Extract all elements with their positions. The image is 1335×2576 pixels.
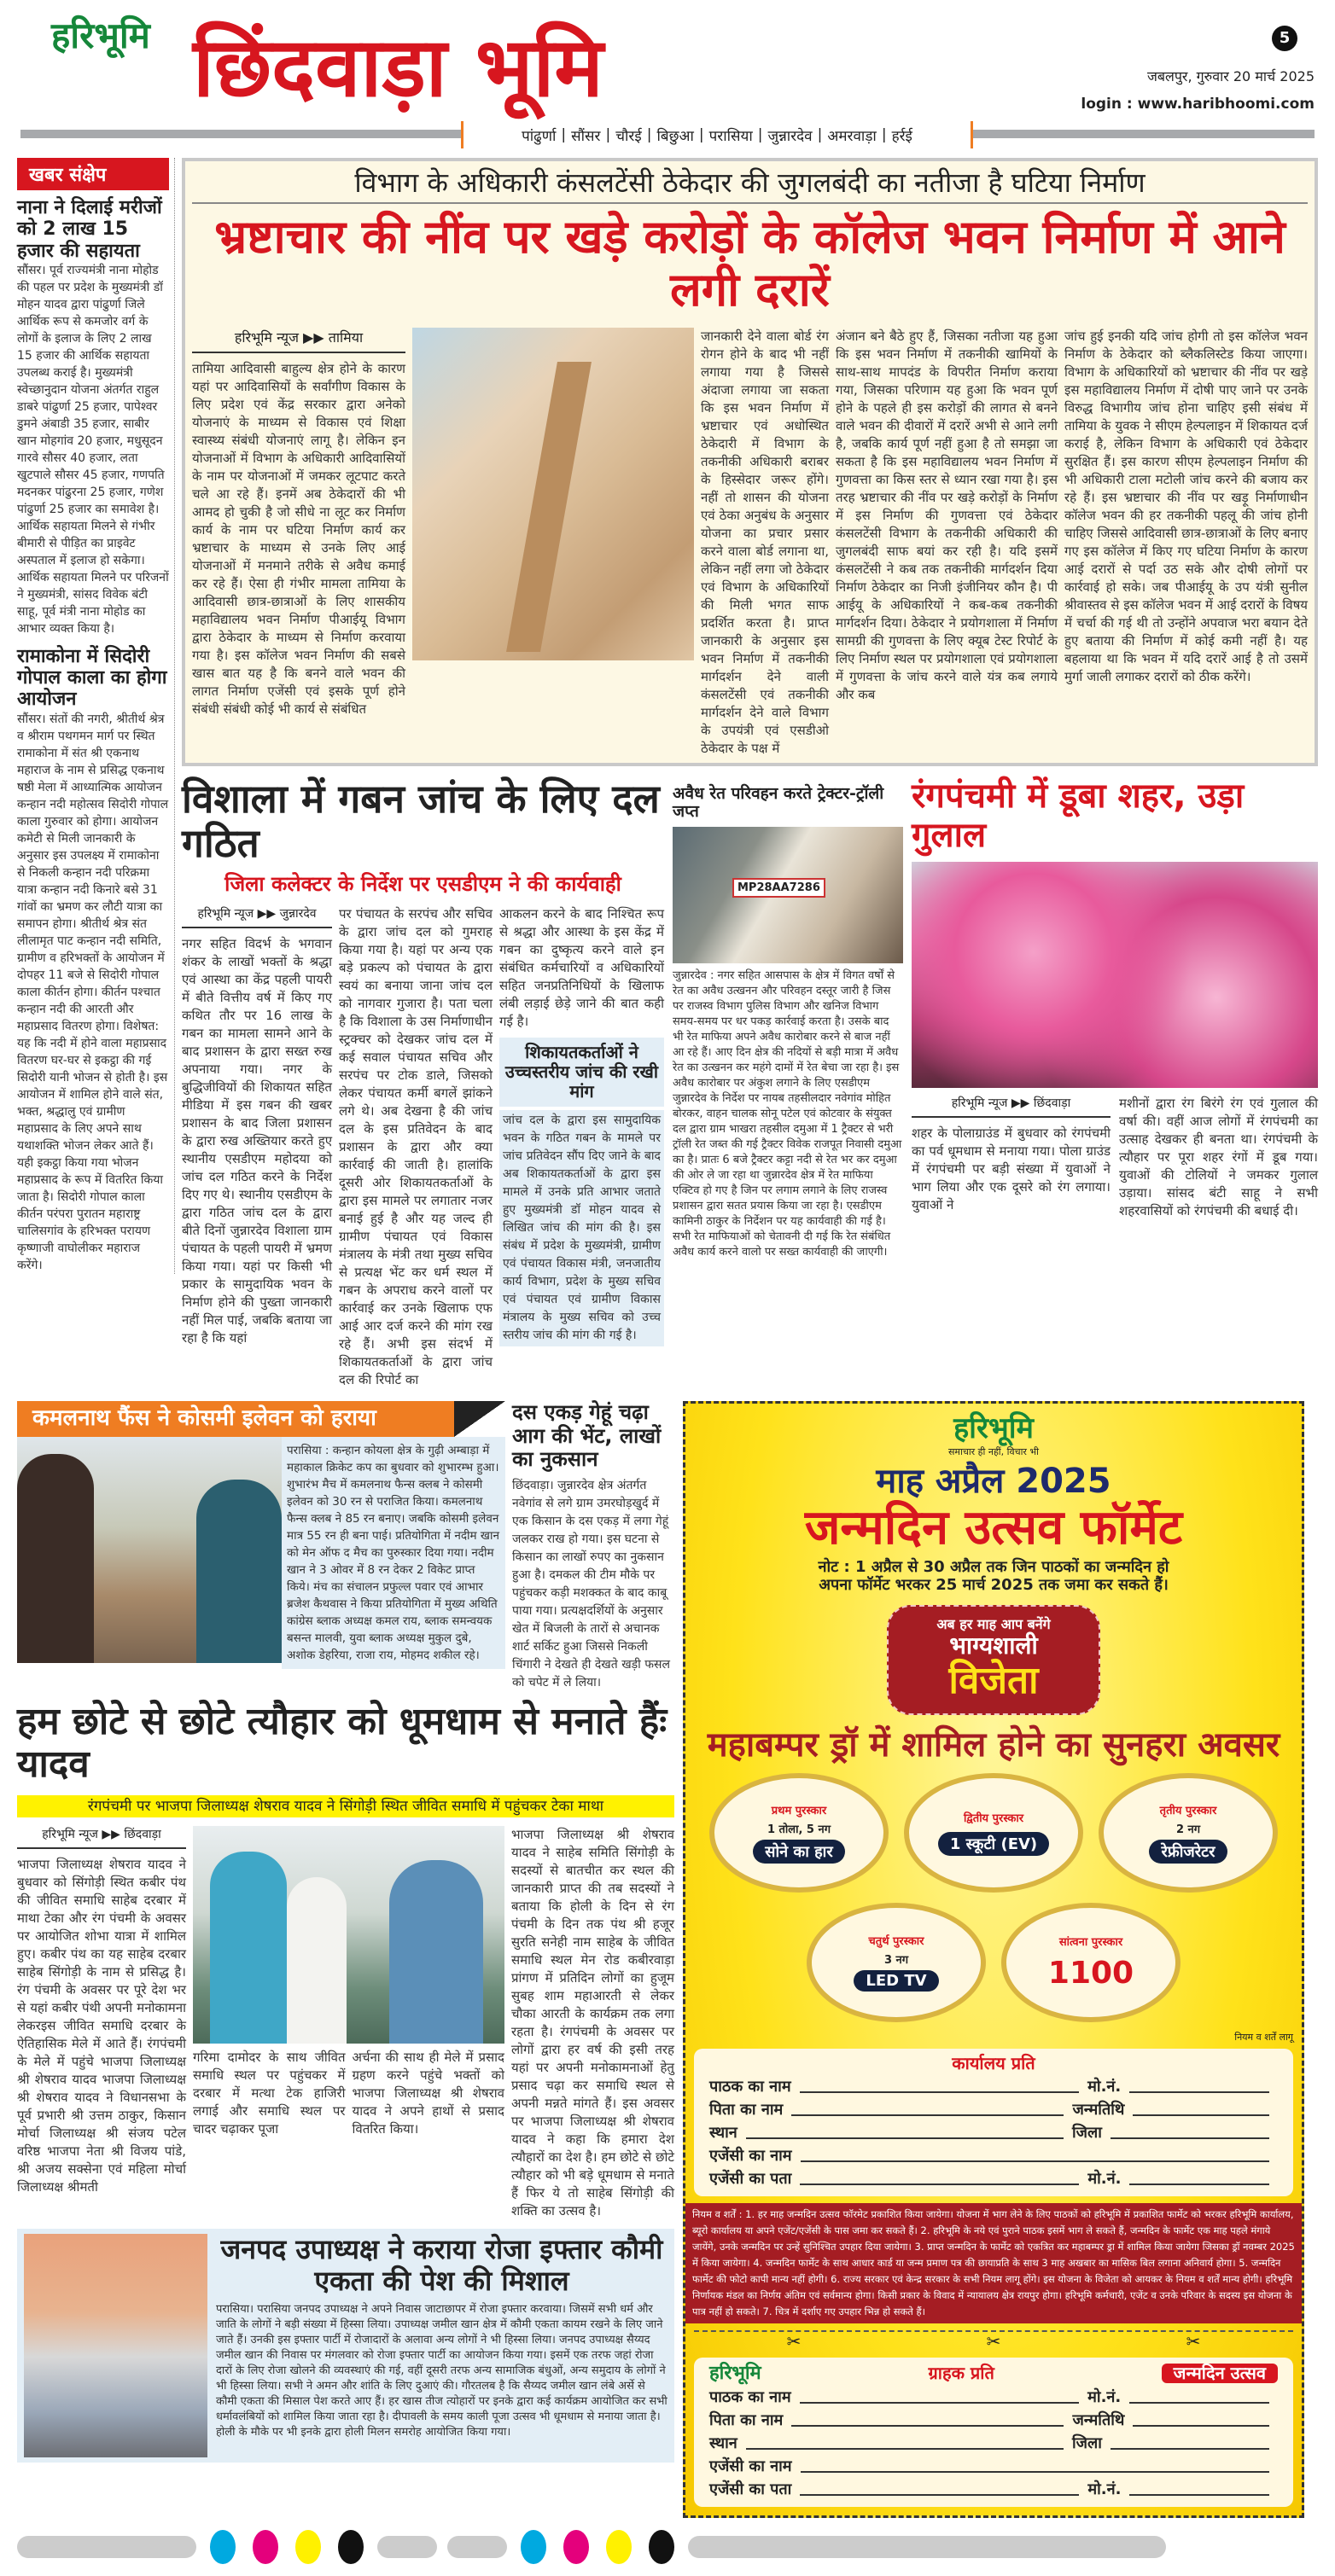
agency-address-label: एजेंसी का पता [709, 2480, 792, 2499]
ad-note: अपना फॉर्मेट भरकर 25 मार्च 2025 तक जमा कर सकते हैं। [819, 1576, 1169, 1595]
mobile-field[interactable] [1129, 2091, 1269, 2093]
yadav-byline: हरिभूमि न्यूज ▶▶ छिंदवाड़ा [17, 1826, 186, 1849]
place-field[interactable] [746, 2137, 1064, 2139]
lead-byline: हरिभूमि न्यूज ▶▶ तामिया [192, 328, 405, 353]
mobile-label: मो.नं. [1087, 2077, 1122, 2096]
black-mark [338, 2530, 364, 2564]
vishala-col-3 [499, 905, 664, 1346]
dob-label: जन्मतिथि [1072, 2100, 1125, 2119]
prize-rank: द्वितीय पुरस्कार [963, 1811, 1024, 1825]
banner-arrow [454, 1401, 505, 1437]
yadav-photo [193, 1826, 504, 2044]
news-brief-tag: खबर संक्षेप [17, 158, 169, 190]
vishala-col-2: पर पंचायत के सरपंच और सचिव के द्वारा जांच दल को गुमराह किया गया है। यहां पर अन्य एक बड़े प्रकल्प को पंचायत के द्वारा स्वयं का बनाया जाना जांच दल को नागवार गुजारा है। पता चला है कि विशाला के उस निर्माणाधीन स्ट्रक्चर को देखकर जांच दल में कई सवाल पंचायत सचिव और सरपंच पर टोक डाले, जिसको लेकर पंचायत कर्मी बगलें झांकने लगे थे। अब देखना है की जांच दल के इस प्रतिवेदन के बाद प्रशासन के द्वारा और क्या कार्रवाई की जाती है। हालांकि दूसरी ओर शिकायतकर्ताओं के द्वारा इस मामले पर लगातार नजर बनाई हुई है और यह जल्द ही ग्रामीण पंचायत एवं विकास मंत्रालय के मंत्री तथा मुख्य सचिव से प्रत्यक्ष भेंट कर धर्म स्थल में गबन के अपराध करने वालों पर कार्रवाई कर उनके खिलाफ एफ आई आर दर्ज करने की मांग रख रहे हैं। अभी इस संदर्भ में शिकायतकर्ताओं के द्वारा जांच दल की रिपोर्ट का [339, 905, 493, 1387]
sand-headline: अवैध रेत परिवहन करते ट्रेक्टर-ट्रॉली जप्त [673, 783, 884, 822]
city-link[interactable]: परासिया [708, 127, 753, 145]
lead-kicker: विभाग के अधिकारी कंसलटेंसी ठेकेदार की जुगलबंदी का नतीजा है घटिया निर्माण [192, 166, 1308, 204]
conditions-apply: नियम व शर्तें लागू [1234, 2031, 1293, 2043]
reader-name-field[interactable] [800, 2091, 1080, 2093]
rangpanchami-photo [912, 862, 1318, 1088]
city-separator: | [605, 126, 611, 143]
city-separator: | [757, 126, 763, 143]
prize-badge [709, 1773, 889, 1893]
cut-line [694, 2330, 1293, 2351]
vishala-col-1: नगर सहित विदर्भ के भगवान शंकर के लाखों भक्तों के श्रद्धा एवं आस्था का केंद्र पहली पायरी में बीते वित्तीय वर्ष में किए गए कथित तौर पर 16 लाख के गबन का मामला सामने आने के बाद प्रशासन के द्वारा सख्त रुख अपनाया गया। नगर के बुद्धिजीवियों की शिकायत सहित मीडिया में इस गबन की खबर प्रशासन के बाद जिला प्रशासन के द्वारा रुख अख्तियार करते हुए स्थानीय एसडीएम महोदया को जांच दल गठित करने के निर्देश दिए गए थे। स्थानीय एसडीएम के द्वारा गठित जांच दल के द्वारा बीते दिनों जुन्नारदेव विशाला ग्राम पंचायत के पहली पायरी में भ्रमण किया गया। यहां पर किसी भी प्रकार के सामुदायिक भवन के निर्माण होने की पुख्ता जानकारी नहीं मिल पाई, जबकि बताया जा रहा है कि यहां [182, 935, 332, 1346]
brief-story-text: सौंसर। पूर्व राज्यमंत्री नाना मोहोड की पहल पर प्रदेश के मुख्यमंत्री डॉ मोहन यादव द्वारा पांढुर्णा जिले आर्थिक रूप से कमजोर वर्ग के लोगों के इलाज के लिए 2 लाख 15 हजार की आर्थिक सहायता उपलब्ध कराई है। मुख्यमंत्री स्वेच्छानुदान योजना अंतर्गत राहुल डाबरे पांढुर्णा 25 हजार, पापेश्वर डुमने अंबाडी 35 हजार, साबीर खान मोहगांव 20 हजार, मधुसूदन गारवे सौसर 40 हजार, लता खुटपाले सौसर 45 हजार, गणपति मदनकर पांढुरना 25 हजार, गणेश पांढुर्णा 25 हजार का समावेश है। आर्थिक सहायता मिलने से गंभीर बीमारी से पीड़ित का प्राइवेट अस्पताल में इलाज हो सकेगा। आर्थिक सहायता मिलने पर परिजनों ने मुख्यमंत्री, सांसद विवेक बंटी साहू, पूर्व मंत्री नाना मोहोड का आभार व्यक्त किया है। [17, 263, 169, 636]
dob-field[interactable] [1133, 2425, 1269, 2427]
rangpanchami-col-2: मशीनों द्वारा रंग बिरंगे रंग एवं गुलाल की वर्षा की। वहीं आज लोगों में रंगपंचमी का उत्साह देखकर ही बनता था। रंगपंचमी के त्यौहार पर पूरा शहर रंगों में डूब गया। युवाओं की टोलियों ने जमकर गुलाल उड़ाया। सांसद बंटी साहू ने सभी शहरवासियों को रंगपंचमी की बधाई दी। [1119, 1095, 1318, 1218]
prize-name: रेफ्रीजरेटर [1149, 1840, 1227, 1864]
mobile-label: मो.नं. [1087, 2480, 1122, 2499]
brief-story-title: नाना ने दिलाई मरीजों को 2 लाख 15 हजार की सहायता [17, 197, 162, 262]
yellow-mark [606, 2530, 632, 2564]
yadav-col-3: अर्चना की साथ ही मेले में प्रसाद ग्रहण करने पहुंचे भक्तों को भाजपा जिलाध्यक्ष श्री शेषराव यादव ने अपने हाथों से प्रसाद वितरित किया। [352, 2049, 504, 2137]
rangpanchami-headline: रंगपंचमी में डूबा शहर, उड़ा गुलाल [912, 776, 1245, 855]
main-area [182, 158, 1318, 1389]
magenta-mark [253, 2530, 278, 2564]
terms-and-conditions: नियम व शर्तें : 1. हर माह जन्मदिन उत्सव फॉरमेट प्रकाशित किया जायेगा। योजना में भाग लेने के लिए पाठकों को हरिभूमि में प्रकाशित फार्मेट को भरकर हरिभूमि कार्यालय, ब्यूरो कार्यालय या अपने एजेंट/एजेंसी के पास जमा कर सकते हैं। 2. हरिभूमि के नये एवं पुराने पाठक इसमें भाग ले सकते हैं, जन्मदिन के फार्मेट एक माह पहले मंगाये जायेंगे, उनके जन्मदिन पर उन्हें सुनिश्चित उपहार दिया जायेगा। 3. प्राप्त जन्मदिन के फार्मेट को एकत्रित कर महाबम्पर ड्रा में शामिल किया जायेगा जिसका ड्रॉ नवम्बर 2025 में किया जायेगा। 4. जन्मदिन फार्मेट के साथ आधार कार्ड या जन्म प्रमाण पत्र की छायाप्रति के साथ 3 माह अखबार का मासिक बिल लगाना अनिवार्य होगा। 5. जन्मदिन फार्मेट की फोटो कापी मान्य नहीं होगी। 6. राज्य सरकार एवं केन्द्र सरकार के सभी नियम लागू होंगे। इस योजना के विजेता को आयकर के नियम व शर्तें मान्य होगी। हरिभूमि निर्णायक मंडल का निर्णय अंतिम एवं सर्वमान्य होगा। किसी प्रकार के विवाद में न्यायालय क्षेत्र रायपुर होगा। हरिभूमि कर्मचारी, एजेंट व उनके परिवार के सदस्य इस योजना के पात्र नहीं हो सकते। 7. चित्र में दर्शाए गए उपहार भिन्न हो सकते हैं। [685, 2203, 1302, 2323]
brief-story-title: रामाकोना में सिदोरी गोपाल काला का होगा आयोजन [17, 645, 167, 711]
prize-rank: प्रथम पुरस्कार [771, 1804, 827, 1817]
rangpanchami-byline: हरिभूमि न्यूज ▶▶ छिंदवाड़ा [912, 1095, 1111, 1118]
yadav-col-1: भाजपा जिलाध्यक्ष शेषराव यादव ने बुधवार को सिंगोड़ी स्थित कबीर पंथ की जीवित समाधि साहेब दरबार में माथा टेका और रंग पंचमी के अवसर पर आयोजित शोभा यात्रा में शामिल हुए। कबीर पंथ का यह साहेब दरबार साहेब सिंगोड़ी के नाम से प्रसिद्ध है। रंग पंचमी के अवसर पर पूरे देश भर से यहां कबीर पंथी अपनी मनोकामना लेकरइस जीवित समाधि दरबार के ऐतिहासिक मेले में आते हैं। रंगपंचमी के मेले में पहुंचे भाजपा जिलाध्यक्ष श्री शेषराव यादव भाजपा जिलाध्यक्ष श्री शेषराव यादव ने विधानसभा के पूर्व प्रभारी श्री उत्तम ठाकुर, किसान मोर्चा जिलाध्यक्ष श्री संजय पटेल वरिष्ठ भाजपा नेता श्री विजय पांडे, श्री अजय सक्सेना एवं महिला मोर्चा जिलाध्यक्ष श्रीमती [17, 1856, 186, 2195]
city-link[interactable]: अमरवाड़ा [827, 127, 877, 145]
lead-story [182, 158, 1318, 766]
ad-bumper-draw: महाबम्पर ड्रॉ में शामिल होने का सुनहरा अवसर [707, 1724, 1280, 1765]
city-list [461, 121, 973, 148]
prize-badge [807, 1903, 986, 2022]
iftar-text: परासिया। परासिया जनपद उपाध्यक्ष ने अपने निवास जाटाछापर में रोजा इफ्तार करवाया। जिसमें सभी धर्म और जाति के लोगों ने बड़ी संख्या में हिस्सा लिया। उपाध्यक्ष जमील खान क्षेत्र में कौमी एकता कायम रखने के लिए जाने जाते हैं। उनकी इस इफ्तार पार्टी में रोजादारों के अलावा अन्य लोगों ने भी हिस्सा लिया। जनपद उपाध्यक्ष सैय्यद जमील खान की निवास पर मंगलवार को रोजा इफ्तार पार्टी का आयोजन किया गया। इसमें एक तरफ जहां रोजा दारों के लिए रोजा खोलने की व्यवस्थाएं की गई, वहीं दूसरी तरफ अन्य सामाजिक बंधुओं, अन्य समुदाय के लोगों ने भी हिस्सा लिया। सभी ने अमन और शांति के लिए दुआएं की। गौरतलब है कि सैय्यद जमील खान लंबे अर्से से कौमी एकता की मिसाल पेश करते आए हैं। हर खास तीज त्योहारों पर इनके द्वारा कई कार्यक्रम आयोजित कर सभी धर्मावलंबियों को शामिल किया जाता रहा है। दीपावली के समय काली पूजा उत्सव भी धूमधाम से मनाया जाता है। होली के मौके पर भी इनके द्वारा होली मिलन समरोह आयोजित किया गया। [216, 2302, 668, 2439]
ad-title: जन्मदिन उत्सव फॉर्मेट [804, 1500, 1183, 1556]
prize-name: LED TV [854, 1970, 938, 1992]
iftar-photo [24, 2234, 207, 2457]
website-login[interactable]: login : www.haribhoomi.com [1081, 96, 1315, 113]
fire-headline: दस एकड़ गेहूं चढ़ा आग की भेंट, लाखों का नुकसान [512, 1399, 662, 1472]
iftar-headline: जनपद उपाध्यक्ष ने कराया रोजा इफ्तार कौमी एकता की पेश की मिशाल [220, 2232, 663, 2297]
mobile-field[interactable] [1129, 2183, 1269, 2185]
yadav-col-2: गरिमा दामोदर के साथ जीवित समाधि स्थल पर पहुंचकर में दरबार में मत्था टेक हाजिरी लगाई और समाधि स्थल पर चादर चढ़ाकर पूजा [193, 2049, 346, 2137]
bottom-left-stories [17, 1401, 674, 2463]
ad-month: माह अप्रैल 2025 [876, 1462, 1111, 1502]
district-field[interactable] [1111, 2137, 1269, 2139]
vishala-col-3-text: जांच दल के द्वारा इस सामुदायिक भवन के गठित गबन के मामले पर जांच प्रतिवेदन सौंप दिए जाने के बाद अब शिकायतकर्ताओं के द्वारा इस मामले में उनके प्रति आभार जताते हुए मुख्यमंत्री डॉ मोहन यादव से लिखित जांच की मांग की है। इस संबंध में प्रदेश के मुख्यमंत्री, ग्रामीण एवं पंचायत विकास मंत्री, जनजातीय कार्य विभाग, प्रदेश के मुख्य सचिव एवं पंचायत एवं ग्रामीण विकास मंत्रालय के मुख्य सचिव को उच्च स्तरीय जांच की मांग की गई है। [499, 1110, 664, 1346]
lead-col-3: अंजान बने बैठे हुए हैं, जिसका नतीजा यह हुआ कि इस भवन निर्माण में तकनीकी खामियों के साथ-साथ मापदंड के विपरीत निर्माण कराया गया, जिसका परिणाम यह हुआ कि भवन पूर्ण होने के पहले ही इस करोड़ों की लागत से बनने वाले भवन की दीवारों में दरारें अभी से आने लगी है, जबकि कार्य पूर्ण नहीं हुआ है तो समझा जा सकता है कि इस महाविद्यालय भवन निर्माण में गुणवत्ता का किस स्तर से ध्यान रखा गया है। इस तरह भ्रष्टाचार की नींव पर खड़े करोड़ों के निर्माण में इस निर्माण की गुणवत्ता एवं ठेकेदार कंसलटेंसी विभाग के तकनीकी अधिकारी की जुगलबंदी साफ बयां कर रही है। यदि इसमें कंसलटेंसी ने कब तक तकनीकी मार्गदर्शन दिया निर्माण ठेकेदार का निजी इंजीनियर कौन है। पी आईयू के अधिकारियों ने कब-कब तकनीकी मार्गदर्शन दिया। ठेकेदार ने प्रयोगशाला में निर्माण सामग्री की गुणवत्ता के लिए क्यूब टेस्ट रिपोर्ट के लिए निर्माण स्थल पर प्रयोगशाला एवं प्रयोगशाला में गुणवत्ता के जांच करने वाले यंत्र कब लगाये और कब [836, 328, 1058, 702]
agency-name-field[interactable] [801, 2471, 1269, 2473]
rangpanchami-story [912, 776, 1318, 1220]
city-separator: | [646, 126, 652, 143]
district-label: जिला [1072, 2123, 1102, 2142]
prize-list [694, 1773, 1293, 2022]
ad-tagline: समाचार ही नहीं, विचार भी [947, 1446, 1040, 1458]
customer-copy-form [694, 2358, 1293, 2507]
magenta-mark [563, 2530, 589, 2564]
city-link[interactable]: हर्रई [891, 127, 912, 145]
city-link[interactable]: चौरई [615, 127, 642, 145]
place-label: स्थान [709, 2123, 737, 2142]
city-link[interactable]: सौंसर [571, 127, 601, 145]
yadav-story [17, 1826, 674, 2220]
office-copy-title: कार्यालय प्रति [952, 2052, 1035, 2073]
scissors-icon: ✂ [1186, 2330, 1201, 2352]
mobile-label: मो.नं. [1087, 2169, 1122, 2188]
city-separator: | [561, 126, 567, 143]
badge-line: विजेता [948, 1659, 1039, 1703]
page-number: 5 [1272, 26, 1297, 51]
city-link[interactable]: बिछुआ [656, 127, 694, 145]
black-mark [649, 2530, 674, 2564]
edition-date: जबलपुर, गुरुवार 20 मार्च 2025 [1146, 68, 1315, 84]
vishala-byline: हरिभूमि न्यूज ▶▶ जुन्नारदेव [182, 905, 332, 928]
prize-rank: चतुर्थ पुरस्कार [868, 1935, 924, 1949]
cricket-story [17, 1401, 505, 1669]
rangpanchami-col-1: शहर के पोलाग्राउंड में बुधवार को रंगपंचमी का पर्व धूमधाम से मनाया गया। पोला ग्राउंड में रंगपंचमी पर बड़ी संख्या में युवाओं ने भाग लिया और एक दूसरे को रंग लगाया। युवाओं ने [912, 1125, 1111, 1212]
city-link[interactable]: पांढुर्णा [522, 127, 557, 145]
birthday-contest-ad [683, 1401, 1304, 2518]
ad-logo: हरिभूमि [953, 1410, 1034, 1445]
agency-address-field[interactable] [800, 2183, 1079, 2185]
lead-headline: भ्रष्टाचार की नींव पर खड़े करोड़ों के कॉलेज भवन निर्माण में आने लगी दरारें [214, 210, 1285, 317]
city-separator: | [881, 126, 887, 143]
prize-name: 1100 [1047, 1956, 1134, 1992]
badge-line: भाग्यशाली [949, 1631, 1038, 1660]
prize-badge [1099, 1773, 1278, 1893]
lead-col-2: जानकारी देने वाला बोर्ड रंग रोगन होने के बाद भी नहीं लगाया गया है जिससे अंदाजा लगाया जा सकता कि इस भवन निर्माण में भ्रष्टाचार एवं अधोस्थित ठेकेदारी में विभाग के तकनीकी अधिकारी बराबर के हिस्सेदार जरूर होंगे। नहीं तो शासन की योजना एवं ठेका अनुबंध के अनुसार योजना का प्रचार प्रसार करने वाला बोर्ड लगाना था, लेकिन नहीं लगा जो ठेकेदार एवं विभाग के अधिकारियों की मिली भगत साफ प्रदर्शित करता है। प्राप्त जानकारी के अनुसार इस भवन निर्माण में तकनीकी मार्गदर्शन देने वाली कंसलटेंसी एवं तकनीकी मार्गदर्शन देने वाले विभाग के उपयंत्री एवं एसडीओ ठेकेदार के पक्ष में [701, 328, 829, 756]
bottom-section [0, 1389, 1335, 2518]
vishala-subhead: जिला कलेक्टर के निर्देश पर एसडीएम ने की कार्यवाही [224, 872, 621, 897]
reader-name-label: पाठक का नाम [709, 2388, 791, 2407]
vishala-col-3-text: आकलन करने के बाद निश्चित रूप से श्रद्धा और आस्था के इस केंद्र में गबन का दुष्कृत्य करने वाले इन संबंधित कर्मचारियों व अधिकारियों सहित जनप्रतिनिधियों के खिलाफ लंबी लड़ाई छेड़े जाने की बात कही गई है। [499, 905, 664, 1029]
prize-rank: तृतीय पुरस्कार [1159, 1804, 1217, 1817]
edition-title: छिंदवाड़ा भूमि [193, 20, 603, 115]
district-label: जिला [1072, 2434, 1102, 2453]
form-logo: हरिभूमि [709, 2362, 761, 2384]
ad-note: नोट : 1 अप्रैल से 30 अप्रैल तक जिन पाठकों का जन्मदिन हो [818, 1558, 1169, 1577]
lead-col-4: जांच हुई इनकी यदि जांच होगी तो इस कॉलेज भवन निर्माण के ठेकेदार को ब्लैकलिस्टेड किया जाएगा। विभाग के अधिकारियों को भ्रष्टाचार की नींव पर खड़े इस महाविद्यालय निर्माण में दोषी पाए जाने पर उनके विरुद्ध विभागीय जांच होना चाहिए इसी संबंध में तामिया के युवक ने सीएम हेल्पलाइन में शिकायत दर्ज कराई है, लेकिन विभाग के अधिकारी एवं ठेकेदार सुरक्षित हैं। इस कारण सीएम हेल्पलाइन निर्माण की भी अधिकारी टाला मटोली जांच करने की बजाय कर रहे हैं। इस भ्रष्टाचार की नींव पर खड़ू निर्माणाधीन कॉलेज भवन की हर तकनीकी पहलू की जांच होनी चाहिए जिससे आदिवासी छात्र-छात्राओं के लिए बनाए गए इस कॉलेज में किए गए घटिया निर्माण के कारण आई दरारों से पर्दा उठ सके और दोषी लोगों पर कार्रवाई हो सके। जब पीआईयू के उप यंत्री सुनील श्रीवास्तव से इस कॉलेज भवन में आई दरारों के विषय में चर्चा की गई थी तो उन्होंने अपवाज भरा बयान देते हुए बताया की निर्माण में कोई कमी नहीं है। यह बहलाया था कि भवन में यदि दरारें आई है तो उसमें मुर्गा जाली लगाकर दरारों को ठीक करेंगे। [1064, 328, 1308, 684]
prize-rank: सांत्वना पुरस्कार [1058, 1936, 1123, 1950]
scissors-icon: ✂ [786, 2330, 802, 2352]
dob-label: जन्मतिथि [1072, 2411, 1125, 2430]
father-name-label: पिता का नाम [709, 2411, 784, 2430]
event-tag: जन्मदिन उत्सव [1162, 2364, 1278, 2383]
agency-address-field[interactable] [800, 2494, 1079, 2496]
father-name-label: पिता का नाम [709, 2100, 784, 2119]
iftar-story [17, 2229, 674, 2463]
fire-text: छिंदवाड़ा। जुन्नारदेव क्षेत्र अंतर्गत नवेगांव से लगे ग्राम उमरघोड़खुर्द में एक किसान के दस एकड़ में लगा गेहूं जलकर राख हो गया। इस घटना से किसान का लाखों रुपए का नुकसान हुआ है। दमकल की टीम मौके पर पहुंचकर कड़ी मशक्कत के बाद काबू पाया गया। प्रत्यक्षदर्शियों के अनुसार खेत में बिजली के तारों से अचानक शार्ट सर्किट हुआ जिससे निकली चिंगारी ने देखते ही देखते खड़ी फसल को चपेट में ले लिया। [512, 1478, 670, 1689]
scissors-icon: ✂ [986, 2330, 1001, 2352]
yellow-mark [295, 2530, 321, 2564]
yadav-subhead: रंगपंचमी पर भाजपा जिलाध्यक्ष शेषराव यादव ने सिंगोड़ी स्थित जीवित समाधि में पहुंचकर टेका माथा [17, 1795, 674, 1817]
tractor-photo [673, 827, 903, 963]
yadav-col-4: भाजपा जिलाध्यक्ष श्री शेषराव यादव ने साहेब समिति सिंगोड़ी के सदस्यों से बातचीत कर स्थल की जानकारी प्राप्त की तब सदस्यों ने बताया कि होली के दिन से रंग पंचमी के दिन तक पंथ श्री हजूर सुरति सनेही नाम साहेब के जीवित समाधि स्थल मेन रोड कबीरवाड़ा प्रांगण में प्रतिदिन लोगों का हुजूम सुबह शाम महाआरती से लेकर चौका आरती के कार्यक्रम तक लगा रहता है। रंगपंचमी के अवसर पर लोगों द्वारा हर वर्ष की इसी तरह यहां पर अपनी मनोकामनाओं हेतु प्रसाद चढ़ा कर समाधि स्थल से अपनी मन्नते मांगते हैं। इस अवसर पर भाजपा जिलाध्यक्ष श्री शेषराव यादव ने कहा कि हमारा देश त्यौहारों का देश है। हम छोटे से छोटे त्यौहार को भी बड़े धूमधाम से मनाते हैं फिर ये तो साहेब सिंगोड़ी की शक्ति का उत्सव है। [511, 1826, 674, 2218]
city-link[interactable]: जुन्नारदेव [767, 127, 813, 145]
fire-story [512, 1401, 674, 1692]
sand-caption: जुन्नारदेव : नगर सहित आसपास के क्षेत्र में विगत वर्षों से रेत का अवैध उत्खनन और परिवहन दस्तूर जारी है जिस पर राजस्व विभाग पुलिस विभाग और खनिज विभाग समय-समय पर धर पकड़ कार्रवाई करता है। उसके बाद भी रेत माफिया अपने अवैध कारोबार करने से बाज नहीं आ रहे हैं। आए दिन क्षेत्र की नदियों से बड़ी मात्रा में अवैध रेत का उत्खनन कर महंगे दामों में रेत बेचा जा रहा है। इस अवैध कारोबार पर अंकुश लगाने के लिए एसडीएम जुन्नारदेव के निर्देश पर नायब तहसीलदार नवेगांव मोहित बोरकर, वाहन चालक सोनू पटेल एवं कोटवार के संयुक्त दल द्वारा ग्राम भाखरा तहसील दमुआ में 1 ट्रैक्टर से भरी ट्रॉली रेत जब्त की गई ट्रैक्टर विवेक राजपूत निवासी दमुआ का है। प्रातः 6 बजे ट्रैक्टर कट्टा नदी से रेत भर कर दमुआ की ओर ले जा रहा था जुन्नारदेव क्षेत्र में रेत माफिया एक्टिव हो गए है जिन पर लगाम लगाने के लिए राजस्व प्रशासन द्वारा सतत प्रयास किया जा रहा है। एसडीएम कामिनी ठाकुर के निर्देशन पर यह कार्यवाही की गई है। सभी रेत माफियाओं को चेतावनी दी गई कि रेत संबंधित अवैध कार्य करने वालो पर सख्त कार्यवाही की जाएगी। [673, 969, 902, 1259]
news-brief-column [17, 158, 175, 1274]
lucky-winner-badge [887, 1605, 1100, 1715]
agency-address-label: एजेंसी का पता [709, 2169, 792, 2188]
agency-name-label: एजेंसी का नाम [709, 2457, 792, 2476]
lead-col-1: तामिया आदिवासी बाहुल्य क्षेत्र होने के कारण यहां पर आदिवासियों के सर्वांगीण विकास के लिए प्रदेश एवं केंद्र सरकार द्वारा अनेको योजनाएं के माध्यम से विकास एवं शिक्षा स्वास्थ्य संबंधी योजनाएं लागू है। लेकिन इन योजनाओं में विभाग के अधिकारी आदिवासियों के नाम पर योजनाओं में जमकर लूटपाट करते चले आ रहे हैं। इनमें अब ठेकेदारों की भी आमद हो चुकी है जो सीधे ना लूट कर निर्माण कार्य के नाम पर घटिया निर्माण कार्य कर भ्रष्टाचार के माध्यम से उनके लिए आई योजनाओं में मनमाने तरीके से अवैध कमाई कर रहे हैं। ऐसा ही गंभीर मामला तामिया के आदिवासी छात्र-छात्राओं के लिए शासकीय महाविद्यालय भवन निर्माण पीआईयू विभाग द्वारा ठेकेदार के माध्यम से निर्माण करवाया गया है। इस कॉलेज भवन निर्माण की सबसे खास बात यह है कि बनने वाले भवन की लागत निर्माण एजेंसी एवं इसके पूर्ण होने संबंधी संबंधी कोई भी कार्य से संबंधित [192, 360, 405, 717]
prize-name: 1 स्कूटी (EV) [938, 1832, 1049, 1856]
office-copy-form [694, 2049, 1293, 2196]
brief-story-text: सौंसर। संतों की नगरी, श्रीतीर्थ श्रेत्र व श्रीराम पथगमन मार्ग पर स्थित रामाकोना में संत श्री एकनाथ महाराज के नाम से प्रसिद्ध एकनाथ षष्ठी मेला में आध्यात्मिक आयोजन कन्हान नदी महोत्सव सिदोरी गोपाल काला गुरुवार को होगा। आयोजन कमेटी से मिली जानकारी के अनुसार इस उपलक्ष्य में रामाकोना से निकली कन्हान नदी परिक्रमा यात्रा कन्हान नदी किनारे बसे 31 गांवों का भ्रमण कर लौटी यात्रा का समापन होगा। श्रीतीर्थ श्रेत्र संत लीलामृत पाट कन्हान नदी समिति, ग्रामीण व हरिभक्तों के आयोजन में दोपहर 11 बजे से सिदोरी गोपाल काला कीर्तन होगा। कीर्तन पश्चात कन्हान नदी की आरती और महाप्रसाद वितरण होगा। विशेषत: यह कि नदी में होने वाला महाप्रसाद वितरण घर-घर से इकट्ठा की गई सिदोरी यानी भोजन से होती है। इस आयोजन में शामिल होने वाले संत, भक्त, श्रद्धालु एवं ग्रामीण महाप्रसाद के लिए अपने साथ यथाशक्ति भोजन लेकर आते हैं। यही इकट्ठा किया गया भोजन महाप्रसाद के रूप में वितरित किया जाता है। सिदोरी गोपाल काला कीर्तन परंपरा पुरातन महाराष्ट्र चालिसगांव के हरिभक्त परायण कृष्णाजी वाघोलीकर महाराज करेंगे। [17, 712, 169, 1272]
print-registration-marks [0, 2518, 1335, 2576]
complaint-subhead: शिकायतकर्ताओं ने उच्चस्तरीय जांच की रखी मांग [499, 1038, 664, 1107]
reader-name-field[interactable] [800, 2402, 1080, 2404]
prize-qty: 1 तोला, 5 नग [767, 1823, 831, 1836]
place-label: स्थान [709, 2434, 737, 2453]
father-name-field[interactable] [791, 2425, 1064, 2427]
prize-badge [1001, 1903, 1181, 2022]
place-field[interactable] [746, 2448, 1064, 2450]
top-section [0, 158, 1335, 1389]
sand-story [673, 776, 903, 1261]
agency-name-field[interactable] [801, 2160, 1269, 2162]
cyan-mark [210, 2530, 236, 2564]
cyan-mark [521, 2530, 546, 2564]
mobile-field[interactable] [1129, 2494, 1269, 2496]
college-crack-photo [412, 328, 694, 660]
tractor-number-plate: MP28AA7286 [732, 878, 825, 898]
district-field[interactable] [1111, 2448, 1269, 2450]
prize-qty: 2 नग [1175, 1823, 1201, 1836]
agency-name-label: एजेंसी का नाम [709, 2146, 792, 2165]
reader-name-label: पाठक का नाम [709, 2077, 791, 2096]
prize-qty: 3 नग [883, 1954, 909, 1968]
vishala-story [182, 776, 664, 1389]
cricket-text: परासिया : कन्हान कोयला क्षेत्र के गुढ़ी अम्बाड़ा में महाकाल क्रिकेट कप का बुधवार को शुभारम्भ हुआ। शुभारंभ मैच में कमलनाथ फैन्स क्लब ने कोसमी इलेवन को 30 रन से पराजित किया। कमलनाथ फैन्स क्लब ने 85 रन बनाए। जबकि कोसमी इलेवन मात्र 55 रन ही बना पाई। प्रतियोगिता में नदीम खान को मेन ऑफ द मैच का पुरुस्कार दिया गया। नदीम खान ने 3 ओवर में 8 रन देकर 2 विकेट प्राप्त किये। मंच का संचालन प्रफुल्ल पवार एवं आभार ब्रजेश कैथवास ने किया प्रतियोगिता में मुख्य अथिति कांग्रेस ब्लाक अध्यक्ष कमल राय, ब्लाक समन्वयक बसन्त मालवी, युवा ब्लाक अध्यक्ष मुकुल दुबे, अशोक डेहरिया, राजा राय, मोहमद शकील रहे। [282, 1437, 505, 1669]
city-separator: | [817, 126, 823, 143]
masthead [0, 0, 1335, 158]
haribhoomi-logo: हरिभूमि [51, 15, 150, 56]
cricket-photo [17, 1437, 282, 1663]
mobile-field[interactable] [1129, 2402, 1269, 2404]
prize-badge [904, 1773, 1083, 1893]
customer-copy-title: ग्राहक प्रति [928, 2363, 994, 2384]
city-separator: | [698, 126, 704, 143]
prize-name: सोने का हार [753, 1840, 844, 1864]
cricket-headline-banner: कमलनाथ फैंस ने कोसमी इलेवन को हराया [17, 1401, 454, 1437]
vishala-headline: विशाला में गबन जांच के लिए दल गठित [182, 775, 660, 867]
mobile-label: मो.नं. [1087, 2388, 1122, 2407]
badge-line: अब हर माह आप बनेंगे [936, 1615, 1051, 1632]
yadav-headline: हम छोटे से छोटे त्यौहार को धूमधाम से मनाते हैंः यादव [17, 1699, 668, 1787]
